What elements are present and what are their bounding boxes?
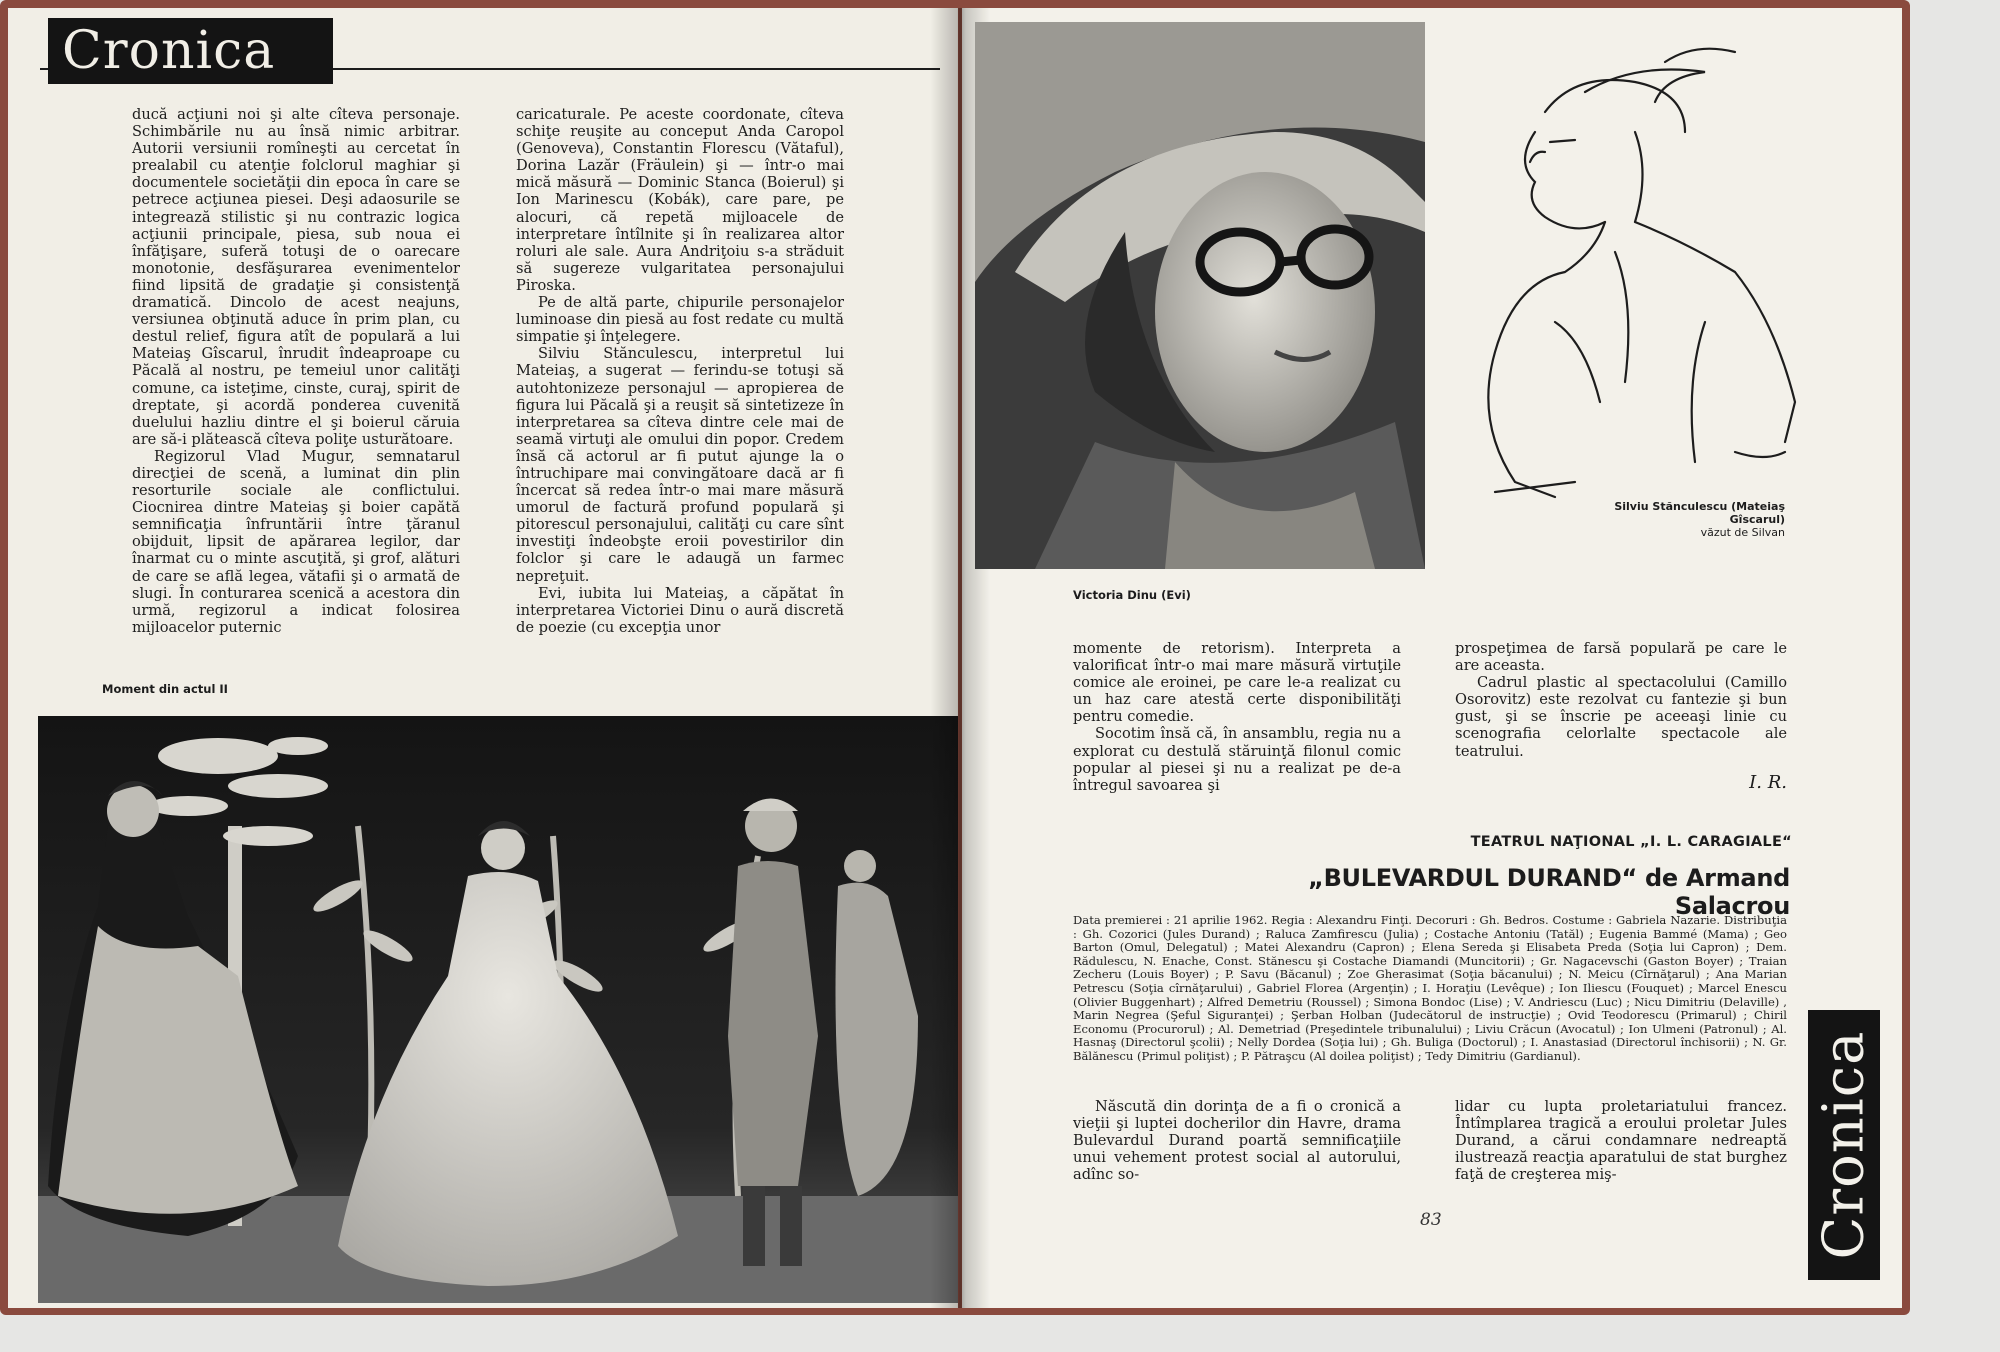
portrait-illustration <box>975 22 1425 569</box>
page-number: 83 <box>1420 1210 1442 1230</box>
side-section-header-text: Cronica <box>1811 1030 1877 1260</box>
cast-credits: Data premierei : 21 aprilie 1962. Regia : Alexandru Finţi. Decoruri : Gh. Bedros. Costume : Gabriela Nazarie. Distribuţia : Gh. Cozorici (Jules Durand) ; Raluca Zamfirescu (Julia) ; Costache Antoniu (Tatăl) ; Eugenia Bammé (Mama) ; Geo Barton (Omul, Delegatul) ; Matei Alexandru (Capron) ; Elena Sereda şi Elisabeta Preda (Soţia lui Capron) ; Dem. Rădulescu, N. Enache, Const. Stănescu şi Costache Diamandi (Muncitorii) ; Gr. Nagacevschi (Gaston Boyer) ; Traian Zecheru (Louis Boyer) ; P. Savu (Băcanul) ; Zoe Gherasimat (Soţia băcanului) ; N. Meicu (Cîrnăţarul) ; Ana Marian Petrescu (Soţia cîrnăţarului) , Gabriel Florea (Argenţin) ; I. Horaţiu (Levêque) ; Ion Iliescu (Fouquet) ; Marcel Enescu (Olivier Buggenhart) ; Alfred Demetriu (Roussel) ; Simona Bondoc (Lise) ; V. Andriescu (Luc) ; Nicu Dimitriu (Delaville) , Marin Negrea (Şeful Siguranţei) ; Şerban Holban (Judecătorul de instrucţie) ; Ovid Teodorescu (Primarul) ; Chiril Economu (Procurorul) ; Al. Demetriad (Preşedintele tribunalului) ; Liviu Crăcun (Avocatul) ; Ion Ulmeni (Patronul) ; Al. Hasnaş (Directorul şcolii) ; Nelly Dordea (Soţia lui) ; Gh. Buliga (Doctorul) ; I. Anastasiad (Directorul închisorii) ; N. Gr. Bălănescu (Primul poliţist) ; P. Pătraşcu (Al doilea poliţist) ; Tedy Dimitriu (Gardianul). <box>1073 913 1787 1063</box>
paragraph: momente de retorism). Interpreta a valorificat într-o mai mare măsură virtuţile comice ale eroinei, pe care le-a realizat cu un haz care atestă certe disponibilităţi pentru comedie. <box>1073 640 1401 726</box>
paragraph: lidar cu lupta proletariatului francez. Întîmplarea tragică a eroului proletar Jules Durand, a cărui condamnare nedreaptă ilustrează reacţia aparatului de stat burghez faţă de creşterea miş- <box>1455 1098 1787 1184</box>
paragraph: Silviu Stănculescu, interpretul lui Mateiaş, a sugerat — ferindu-se totuşi să autohtonizeze personajul — apropierea de figura lui Păcală şi a reuşit să sintetizeze în interpretarea sa cîteva dintre cele mai de seamă virtuţi ale omului din popor. Credem însă că actorul ar fi putut ajunge la o întruchipare mai convingătoare dacă ar fi încercat să redea într-o mai mare măsură umorul de factură profund populară şi pitorescul personajului, calităţi cu care sînt investiţi îndeobşte eroii povestirilor din folclor şi care le adaugă un farmec nepreţuit. <box>516 345 844 585</box>
sketch-caption-line-1: Silviu Stănculescu (Mateiaş Gîscarul) <box>1614 500 1785 526</box>
paragraph: caricaturale. Pe aceste coordonate, cîteva schiţe reuşite au conceput Anda Caropol (Genoveva), Constantin Florescu (Vătaful), Dorina Lazăr (Fräulein) şi — într-o mai mică măsură — Dominic Stanca (Boierul) şi Ion Marinescu (Kobák), care pare, pe alocuri, că repetă mijloacele de interpretare întîlnite şi în realizarea altor roluri ale sale. Aura Andriţoiu s-a străduit să sugereze vulgaritatea personajului Piroska. <box>516 106 844 294</box>
paragraph: ducă acţiuni noi şi alte cîteva personaje. Schimbările nu au însă nimic arbitrar. Autorii versiunii romîneşti au cercetat în prealabil cu atenţie folclorul maghiar şi documentele societăţii din epoca în care se petrece acţiunea piesei. Deşi adaosurile se integrează stilistic şi nu contrazic logica acţiunii principale, piesa, sub noua ei înfăţişare, suferă totuşi de o oarecare monotonie, desfăşurarea evenimentelor fiind lipsită de gradaţie şi consistenţă dramatică. Dincolo de acest neajuns, versiunea obţinută aduce în prim plan, cu destul relief, figura atît de populară a lui Mateiaş Gîscarul, înrudit îndeaproape cu Păcală al nostru, pe temeiul unor calităţi comune, ca isteţime, cinste, curaj, spirit de dreptate, şi acordă ponderea cuvenită duelului hazliu dintre el şi boierul căruia are să-i plătească cîteva poliţe usturătoare. <box>132 106 460 448</box>
section-header-cronica: Cronica <box>48 18 333 84</box>
paragraph: prospeţimea de farsă populară pe care le are aceasta. <box>1455 640 1787 675</box>
text-column-3 <box>1073 640 1401 794</box>
theatre-name: TEATRUL NAŢIONAL „I. L. CARAGIALE“ <box>1470 834 1792 850</box>
paragraph: Evi, iubita lui Mateiaş, a căpătat în interpretarea Victoriei Dinu o aură discretă de poezie (cu excepţia unor <box>516 584 844 636</box>
text-column-5 <box>1073 1098 1401 1183</box>
text-column-1 <box>132 106 460 636</box>
sketch-caption-line-2: văzut de Silvan <box>1700 526 1785 539</box>
photo-caption-stage: Moment din actul II <box>102 682 228 696</box>
paragraph: Cadrul plastic al spectacolului (Camillo Osorovitz) este rezolvat cu fantezie şi bun gust, şi se înscrie pe aceeaşi linie cu scenografia celorlalte spectacole ale teatrului. <box>1455 674 1787 760</box>
side-section-header-cronica <box>1808 1010 1880 1280</box>
sketch-caption <box>1585 500 1785 539</box>
paragraph: Pe de altă parte, chipurile personajelor luminoase din piesă au fost redate cu multă simpatie şi înţelegere. <box>516 294 844 346</box>
sketch-silviu-stanculescu <box>1435 22 1815 542</box>
author-signature: I. R. <box>1749 772 1787 793</box>
paragraph: Socotim însă că, în ansamblu, regia nu a explorat cu destulă stăruinţă filonul comic popular al piesei şi nu a realizat pe de-a întregul savoarea şi <box>1073 725 1401 794</box>
text-column-4 <box>1455 640 1787 760</box>
stage-scene-photo <box>38 716 958 1303</box>
paragraph: Născută din dorinţa de a fi o cronică a vieţii şi luptei docherilor din Havre, drama Bulevardul Durand poartă semnificaţiile unui vehement protest social al autorului, adînc so- <box>1073 1098 1401 1184</box>
play-title: „BULEVARDUL DURAND“ de Armand Salacrou <box>1308 864 1790 920</box>
ink-sketch-illustration <box>1435 22 1815 542</box>
paragraph: Regizorul Vlad Mugur, semnatarul direcţiei de scenă, a luminat din plin resorturile sociale ale conflictului. Ciocnirea dintre Mateiaş şi boier capătă semnificaţia înfruntării între ţăranul obijduit, lipsit de apărarea legilor, dar înarmat cu o minte ascuţită, şi grof, alături de care se află legea, vătafii şi o armată de slugi. În conturarea scenică a acestora din urmă, regizorul a indicat folosirea mijloacelor puternic <box>132 447 460 636</box>
portrait-photo-victoria-dinu <box>975 22 1425 569</box>
text-column-6 <box>1455 1098 1787 1183</box>
stage-scene-illustration <box>38 716 958 1303</box>
text-column-2 <box>516 106 844 636</box>
photo-caption-portrait: Victoria Dinu (Evi) <box>1073 588 1191 602</box>
